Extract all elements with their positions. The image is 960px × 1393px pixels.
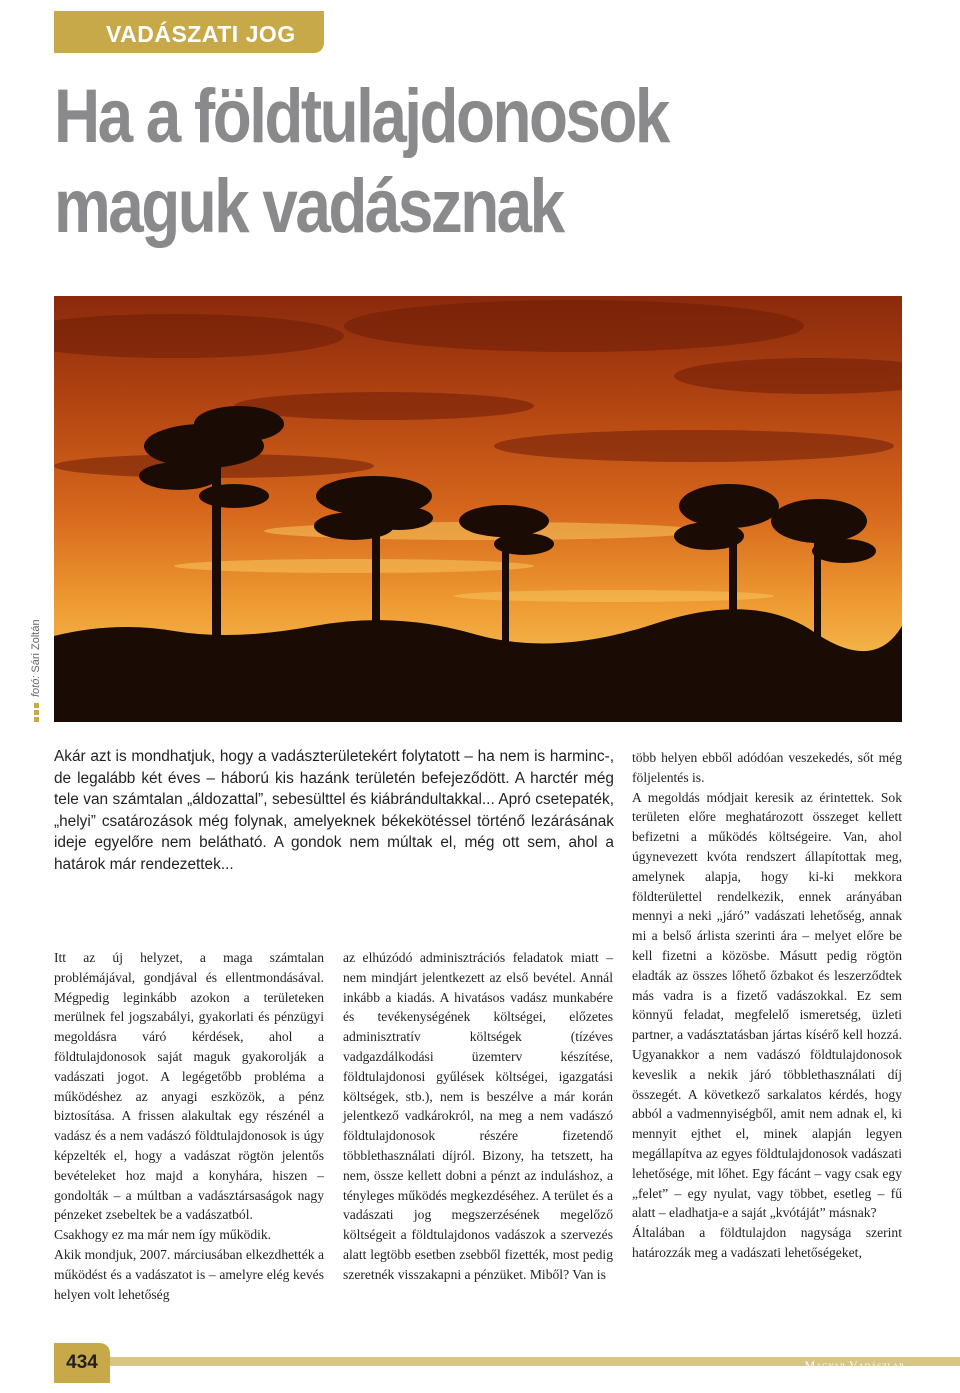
- credit-square-icon: [34, 717, 39, 722]
- body-paragraph: A megoldás módjait keresik az érintettek. Sok területen előre meghatározott összeget kellett befizetni a működés költségeire. Van, ahol úgynevezett kvóta rendszert állapítottak meg, amelynek alapja, hogy ki-ki mekkora földterülettel rendelkezik, ennek arányában mennyi a neki „járó” vadászati lehetőség, annak mi a belső árlista szerinti ára – melyet előre be kell fizetni a közösbe. Másutt pedig rögtön eladták az összes lőhető őzbakot és leszerződtek más vadra is a fizető vadászokkal. Ez sem könnyű feladat, megfelelő ismeretség, üzleti partner, a vadásztatásban jártas kísérő kell hozzá. Ugyanakkor a nem vadászó földtulajdonosok keveslik a nekik járó többlethasználati díj összegét. A következő sarkalatos kérdés, hogy abból a vadmennyiségből, amit nem adnak el, ki mennyit ejthet el, minek alapján legyen megállapítva az egyes földtulajdonosok vadászati lehetősége, mit lőhet. Egy fácánt – vagy csak egy „felet” – egy nyulat, vagy többet, esetleg – fű alatt – eladhatja-e a saját „kvótáját” másnak?: [632, 789, 902, 1221]
- body-paragraph: Itt az új helyzet, a maga számtalan problémájával, gondjával és ellentmondásával. Mégpedig leginkább azokon a területeken merülnek fel jogszabályi, gyakorlati és pénzügyi megoldásra váró kérdések, ahol a földtulajdonosok saját maguk gyakorolják a vadászati jogot. A legégetőbb probléma a működéshez az anyagi eszközök, a pénz biztosítása. A frissen alakultak egy részénél a vadász és a nem vadászó földtulajdonosok is úgy képzelték el, hogy a vadászat rögtön jelentős bevételeket hoz majd a konyhára, hiszen – gondolták – a múltban a vadásztársaságok nagy pénzeket zsebeltek be a vadászatból.: [54, 950, 324, 1223]
- credit-label: fotó:: [30, 675, 42, 697]
- photo-credit: [30, 619, 42, 722]
- body-paragraph: Általában a földtulajdon nagysága szerint határozzák meg a vadászati lehetőségeket,: [632, 1225, 902, 1260]
- article-lead: Akár azt is mondhatjuk, hogy a vadászterületekért folytatott – ha nem is harminc-, de legalább két éves – háború kis hazánk területén befejeződött. A harctér még tele van számtalan „áldozattal”, sebesülttel és kiábrándultakkal... Apró csetepaték, „helyi” csatározások még folynak, amelyeknek békekötéssel történő lezárásának ideje egyelőre nem belátható. A gondok nem múltak el, még ott sem, ahol a határok már rendezettek...: [54, 748, 614, 873]
- page-number: 434: [54, 1343, 110, 1383]
- article-title: Ha a földtulajdonosok maguk vadásznak: [54, 74, 668, 249]
- section-tab: [54, 11, 324, 53]
- body-column-2: [343, 948, 613, 1285]
- credit-square-icon: [34, 710, 39, 715]
- credit-square-icon: [34, 703, 39, 708]
- sunset-trees-illustration: [54, 296, 902, 722]
- section-label: VADÁSZATI JOG: [106, 21, 296, 47]
- body-column-3: [632, 748, 902, 1263]
- body-paragraph: Csakhogy ez ma már nem így működik.: [54, 1227, 272, 1243]
- credit-name: Sári Zoltán: [30, 619, 42, 673]
- body-paragraph: Akik mondjuk, 2007. márciusában elkezdhették a működést és a vadászatot is – amelyre elég kevés helyen volt lehetőség: [54, 1246, 324, 1302]
- body-paragraph: az elhúzódó adminisztrációs feladatok miatt – nem mindjárt jelentkezett az első bevétel. Annál inkább a kiadás. A hivatásos vadász munkabére és tevékenységének költségei, előzetes adminisztratív költségek (tízéves vadgazdálkodási üzemterv készítése, földtulajdonosi gyűlések költségei, igazgatási költségek, stb.), nem is beszélve a már korán jelentkező vadkárokról, na meg a nem vadászó földtulajdonosok részére fizetendő többlethasználati díjról. Bizony, ha tetszett, ha nem, össze kellett dobni a pénzt az induláshoz, a tényleges működés megkezdéséhez. A terület és a vadászati jog megszerzésének megelőző költségeit a földtulajdonos vadászok a szervezés alatt legtöbb esetben zsebből fizették, most pedig szeretnék visszakapni a pénzüket. Miből? Van is: [343, 950, 613, 1282]
- magazine-name: Magyar Vadászlap: [804, 1358, 904, 1372]
- sunset-photo: [54, 296, 902, 722]
- body-paragraph: több helyen ebből adódóan veszekedés, sőt még följelentés is.: [632, 750, 902, 785]
- body-column-1: [54, 948, 324, 1304]
